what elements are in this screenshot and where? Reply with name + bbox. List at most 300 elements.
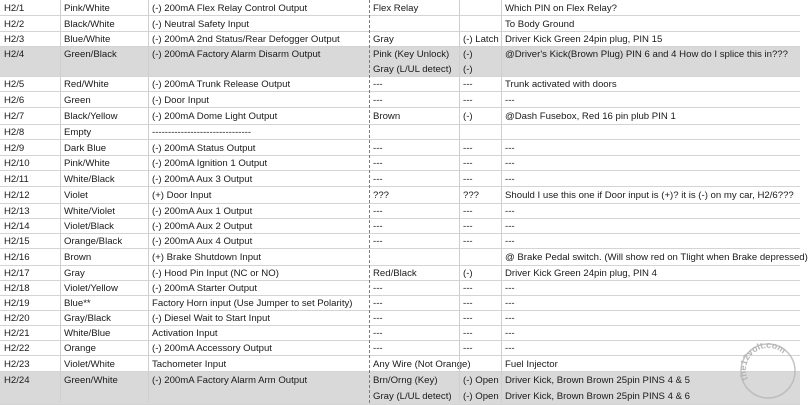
wire-color-cell[interactable] bbox=[60, 372, 148, 404]
column-divider bbox=[148, 0, 149, 403]
cell-text: H2/3 bbox=[4, 34, 25, 45]
vehicle-wire-cell[interactable] bbox=[369, 108, 459, 124]
cell-text: --- bbox=[463, 173, 473, 185]
cell-text: Brown bbox=[64, 252, 92, 263]
cell-text: --- bbox=[463, 298, 473, 309]
cell-text: Black/Yellow bbox=[64, 111, 118, 122]
cell-text: --- bbox=[505, 206, 515, 217]
function-cell[interactable] bbox=[148, 311, 369, 325]
wire-color-cell[interactable] bbox=[60, 219, 148, 233]
function-cell[interactable] bbox=[148, 77, 369, 91]
cell-text: --- bbox=[505, 343, 515, 354]
cell-text: --- bbox=[463, 313, 473, 324]
cell-text: Brown bbox=[373, 111, 401, 122]
notes-cell[interactable] bbox=[501, 204, 800, 218]
table-row[interactable] bbox=[0, 47, 800, 77]
table-row[interactable] bbox=[0, 341, 800, 356]
vehicle-wire-cell[interactable] bbox=[369, 234, 459, 248]
vehicle-wire-cell[interactable] bbox=[369, 140, 459, 155]
cell-text: Gray (L/UL detect) bbox=[373, 391, 452, 403]
cell-text: (-) 200mA Aux 4 Output bbox=[152, 236, 253, 247]
table-row[interactable] bbox=[0, 356, 800, 372]
cell-text: --- bbox=[505, 173, 515, 185]
cell-text: (-) 200mA Ignition 1 Output bbox=[152, 158, 268, 169]
vehicle-wire-cell[interactable] bbox=[369, 156, 459, 170]
cell-text: H2/4 bbox=[4, 49, 25, 60]
cell-text: Orange bbox=[64, 343, 96, 354]
cell-text: --- bbox=[373, 343, 383, 354]
polarity-cell[interactable] bbox=[459, 171, 501, 186]
vehicle-wire-cell[interactable] bbox=[369, 171, 459, 186]
cell-text: H2/19 bbox=[4, 298, 30, 309]
cell-text: H2/18 bbox=[4, 283, 30, 294]
column-divider bbox=[459, 0, 460, 403]
vehicle-wire-cell[interactable] bbox=[369, 311, 459, 325]
pin-cell[interactable] bbox=[0, 0, 60, 15]
cell-text: --- bbox=[373, 221, 383, 232]
polarity-cell[interactable] bbox=[459, 156, 501, 170]
cell-text: H2/22 bbox=[4, 343, 30, 354]
vehicle-wire-cell[interactable] bbox=[369, 372, 459, 404]
polarity-cell[interactable] bbox=[459, 32, 501, 46]
pin-cell[interactable] bbox=[0, 140, 60, 155]
cell-text: --- bbox=[373, 283, 383, 294]
function-cell[interactable] bbox=[148, 234, 369, 248]
cell-text: (-) 200mA Starter Output bbox=[152, 283, 258, 294]
cell-text: (-) 200mA Aux 1 Output bbox=[152, 206, 253, 217]
cell-text: --- bbox=[463, 328, 473, 339]
table-row[interactable] bbox=[0, 171, 800, 187]
polarity-cell[interactable] bbox=[459, 249, 501, 265]
cell-text: (-) Door Input bbox=[152, 94, 210, 106]
pin-cell[interactable] bbox=[0, 326, 60, 340]
notes-cell[interactable] bbox=[501, 16, 800, 31]
polarity-cell[interactable] bbox=[459, 16, 501, 31]
vehicle-wire-cell[interactable] bbox=[369, 92, 459, 107]
wire-color-cell[interactable] bbox=[60, 356, 148, 371]
cell-text: --- bbox=[373, 79, 383, 90]
table-row[interactable] bbox=[0, 311, 800, 326]
wire-color-cell[interactable] bbox=[60, 234, 148, 248]
cell-text: White/Blue bbox=[64, 328, 111, 339]
pin-cell[interactable] bbox=[0, 125, 60, 139]
cell-text: --- bbox=[463, 94, 473, 106]
function-cell[interactable] bbox=[148, 16, 369, 31]
table-row[interactable] bbox=[0, 108, 800, 125]
function-cell[interactable] bbox=[148, 266, 369, 280]
wire-color-cell[interactable] bbox=[60, 156, 148, 170]
cell-text: Dark Blue bbox=[64, 142, 107, 154]
cell-text: --- bbox=[463, 283, 473, 294]
cell-text: --- bbox=[373, 298, 383, 309]
pin-cell[interactable] bbox=[0, 16, 60, 31]
vehicle-wire-cell[interactable] bbox=[369, 356, 471, 371]
cell-text: H2/17 bbox=[4, 268, 30, 279]
cell-text: H2/24 bbox=[4, 374, 30, 386]
cell-text: Blue/White bbox=[64, 34, 111, 45]
vehicle-wire-cell[interactable] bbox=[369, 47, 459, 76]
cell-text: (-) Diesel Wait to Start Input bbox=[152, 313, 271, 324]
table-row[interactable] bbox=[0, 219, 800, 234]
cell-text: --- bbox=[373, 313, 383, 324]
pin-cell[interactable] bbox=[0, 311, 60, 325]
cell-text: (+) Brake Shutdown Input bbox=[152, 252, 262, 263]
cell-text: Driver Kick Green 24pin plug, PIN 15 bbox=[505, 34, 663, 45]
wire-color-cell[interactable] bbox=[60, 296, 148, 310]
wire-color-cell[interactable] bbox=[60, 311, 148, 325]
cell-text: (-) 200mA Dome Light Output bbox=[152, 111, 278, 122]
notes-cell[interactable] bbox=[501, 171, 800, 186]
table-row[interactable] bbox=[0, 156, 800, 171]
cell-text: H2/13 bbox=[4, 206, 30, 217]
cell-text: --- bbox=[463, 79, 473, 90]
vehicle-wire-cell[interactable] bbox=[369, 77, 459, 91]
cell-text: H2/7 bbox=[4, 111, 25, 122]
polarity-cell[interactable] bbox=[459, 326, 501, 340]
function-cell[interactable] bbox=[148, 140, 369, 155]
vehicle-wire-cell[interactable] bbox=[369, 204, 459, 218]
pin-cell[interactable] bbox=[0, 92, 60, 107]
cell-text: --- bbox=[505, 328, 515, 339]
cell-text: (-) bbox=[463, 64, 473, 75]
cell-text: H2/10 bbox=[4, 158, 30, 169]
column-divider bbox=[501, 0, 502, 403]
cell-text: @Dash Fusebox, Red 16 pin plub PIN 1 bbox=[505, 111, 676, 122]
wire-color-cell[interactable] bbox=[60, 16, 148, 31]
wire-color-cell[interactable] bbox=[60, 341, 148, 355]
cell-text: --- bbox=[505, 283, 515, 294]
wire-color-cell[interactable] bbox=[60, 108, 148, 124]
pin-cell[interactable] bbox=[0, 296, 60, 310]
polarity-cell[interactable] bbox=[459, 296, 501, 310]
function-cell[interactable] bbox=[148, 249, 369, 265]
wire-color-cell[interactable] bbox=[60, 0, 148, 15]
cell-text: (-) 200mA Factory Alarm Arm Output bbox=[152, 374, 308, 386]
table-row[interactable] bbox=[0, 372, 800, 405]
svg-text:the12volt.com: the12volt.com bbox=[738, 341, 788, 382]
cell-text: (-) 200mA Aux 3 Output bbox=[152, 173, 253, 185]
wire-color-cell[interactable] bbox=[60, 171, 148, 186]
notes-cell[interactable] bbox=[501, 234, 800, 248]
cell-text: --- bbox=[373, 328, 383, 339]
pin-cell[interactable] bbox=[0, 249, 60, 265]
column-divider bbox=[60, 0, 61, 403]
wire-color-cell[interactable] bbox=[60, 47, 148, 76]
polarity-cell[interactable] bbox=[459, 281, 501, 295]
cell-text: Violet bbox=[64, 190, 88, 201]
function-cell[interactable] bbox=[148, 372, 369, 404]
notes-cell[interactable] bbox=[501, 77, 800, 91]
notes-cell[interactable] bbox=[501, 281, 800, 295]
vehicle-wire-cell[interactable] bbox=[369, 187, 459, 203]
cell-text: (-) bbox=[463, 268, 473, 279]
wire-color-cell[interactable] bbox=[60, 326, 148, 340]
polarity-cell[interactable] bbox=[459, 356, 501, 371]
notes-cell[interactable] bbox=[501, 187, 800, 203]
table-row[interactable] bbox=[0, 266, 800, 281]
pin-cell[interactable] bbox=[0, 156, 60, 170]
function-cell[interactable] bbox=[148, 296, 369, 310]
polarity-cell[interactable] bbox=[459, 204, 501, 218]
table-row[interactable] bbox=[0, 77, 800, 92]
cell-text: --- bbox=[373, 142, 383, 154]
cell-text: H2/21 bbox=[4, 328, 30, 339]
wire-color-cell[interactable] bbox=[60, 32, 148, 46]
function-cell[interactable] bbox=[148, 356, 369, 371]
cell-text: (-) Neutral Safety Input bbox=[152, 18, 250, 30]
cell-text: H2/9 bbox=[4, 142, 25, 154]
polarity-cell[interactable] bbox=[459, 311, 501, 325]
notes-cell[interactable] bbox=[501, 92, 800, 107]
cell-text: H2/11 bbox=[4, 173, 29, 185]
cell-text: Gray/Black bbox=[64, 313, 111, 324]
pin-cell[interactable] bbox=[0, 234, 60, 248]
cell-text: Pink/White bbox=[64, 2, 110, 14]
function-cell[interactable] bbox=[148, 156, 369, 170]
cell-text: (-) 200mA Flex Relay Control Output bbox=[152, 2, 308, 14]
pin-cell[interactable] bbox=[0, 372, 60, 404]
polarity-cell[interactable] bbox=[459, 219, 501, 233]
cell-text: (-) Open bbox=[463, 391, 499, 403]
function-cell[interactable] bbox=[148, 204, 369, 218]
cell-text: Violet/Black bbox=[64, 221, 114, 232]
polarity-cell[interactable] bbox=[459, 140, 501, 155]
cell-text: Empty bbox=[64, 127, 92, 138]
cell-text: Driver Kick, Brown Brown 25pin PINS 4 & 6 bbox=[505, 391, 691, 403]
cell-text: Blue** bbox=[64, 298, 91, 309]
pin-cell[interactable] bbox=[0, 281, 60, 295]
cell-text: (-) bbox=[463, 49, 473, 60]
function-cell[interactable] bbox=[148, 341, 369, 355]
wire-color-cell[interactable] bbox=[60, 266, 148, 280]
wire-color-cell[interactable] bbox=[60, 249, 148, 265]
cell-text: Gray bbox=[64, 268, 85, 279]
function-cell[interactable] bbox=[148, 0, 369, 15]
cell-text: H2/12 bbox=[4, 190, 30, 201]
cell-text: H2/1 bbox=[4, 2, 25, 14]
cell-text: H2/23 bbox=[4, 358, 30, 370]
cell-text: Gray bbox=[373, 34, 394, 45]
notes-cell[interactable] bbox=[501, 32, 800, 46]
cell-text: Violet/Yellow bbox=[64, 283, 118, 294]
cell-text: --- bbox=[463, 142, 473, 154]
notes-cell[interactable] bbox=[501, 249, 808, 265]
cell-text: Activation Input bbox=[152, 328, 218, 339]
notes-cell[interactable] bbox=[501, 311, 800, 325]
wire-color-cell[interactable] bbox=[60, 77, 148, 91]
polarity-cell[interactable] bbox=[459, 372, 501, 404]
pin-cell[interactable] bbox=[0, 341, 60, 355]
table-row[interactable] bbox=[0, 16, 800, 32]
notes-cell[interactable] bbox=[501, 108, 800, 124]
table-row[interactable] bbox=[0, 234, 800, 249]
cell-text: Fuel Injector bbox=[505, 358, 558, 370]
pin-cell[interactable] bbox=[0, 77, 60, 91]
vehicle-wire-cell[interactable] bbox=[369, 125, 459, 139]
cell-text: ------------------------------- bbox=[152, 127, 252, 138]
vehicle-wire-cell[interactable] bbox=[369, 326, 459, 340]
table-row[interactable] bbox=[0, 125, 800, 140]
cell-text: @Driver's Kick(Brown Plug) PIN 6 and 4 How do I splice this in??? bbox=[505, 49, 788, 60]
polarity-cell[interactable] bbox=[459, 266, 501, 280]
pin-cell[interactable] bbox=[0, 32, 60, 46]
cell-text: White/Violet bbox=[64, 206, 116, 217]
vehicle-wire-cell[interactable] bbox=[369, 296, 459, 310]
wire-color-cell[interactable] bbox=[60, 92, 148, 107]
cell-text: --- bbox=[505, 221, 515, 232]
cell-text: H2/14 bbox=[4, 221, 30, 232]
vehicle-wire-cell[interactable] bbox=[369, 0, 459, 15]
wire-color-cell[interactable] bbox=[60, 125, 148, 139]
pin-cell[interactable] bbox=[0, 266, 60, 280]
vehicle-wire-cell[interactable] bbox=[369, 219, 459, 233]
cell-text: Red/Black bbox=[373, 268, 417, 279]
function-cell[interactable] bbox=[148, 108, 369, 124]
function-cell[interactable] bbox=[148, 47, 369, 76]
cell-text: ??? bbox=[373, 190, 390, 201]
cell-text: Black/White bbox=[64, 18, 115, 30]
wire-color-cell[interactable] bbox=[60, 204, 148, 218]
cell-text: (+) Door Input bbox=[152, 190, 212, 201]
function-cell[interactable] bbox=[148, 281, 369, 295]
cell-text: To Body Ground bbox=[505, 18, 575, 30]
notes-cell[interactable] bbox=[501, 47, 800, 76]
pin-cell[interactable] bbox=[0, 204, 60, 218]
cell-text: H2/6 bbox=[4, 94, 25, 106]
cell-text: (-) 200mA Status Output bbox=[152, 142, 256, 154]
cell-text: Flex Relay bbox=[373, 2, 419, 14]
vehicle-wire-cell[interactable] bbox=[369, 281, 459, 295]
cell-text: --- bbox=[463, 221, 473, 232]
cell-text: H2/20 bbox=[4, 313, 30, 324]
cell-text: H2/15 bbox=[4, 236, 30, 247]
cell-text: Gray (L/UL detect) bbox=[373, 64, 452, 75]
vehicle-wire-cell[interactable] bbox=[369, 32, 459, 46]
cell-text: Trunk activated with doors bbox=[505, 79, 617, 90]
function-cell[interactable] bbox=[148, 187, 369, 203]
polarity-cell[interactable] bbox=[459, 125, 501, 139]
cell-text: Pink/White bbox=[64, 158, 110, 169]
table-row[interactable] bbox=[0, 249, 808, 266]
table-row[interactable] bbox=[0, 296, 800, 311]
cell-text: Green/White bbox=[64, 374, 118, 386]
notes-cell[interactable] bbox=[501, 266, 800, 280]
table-row[interactable] bbox=[0, 187, 800, 204]
notes-cell[interactable] bbox=[501, 156, 800, 170]
table-row[interactable] bbox=[0, 140, 800, 156]
notes-cell[interactable] bbox=[501, 219, 800, 233]
table-row[interactable] bbox=[0, 204, 800, 219]
cell-text: (-) 200mA Accessory Output bbox=[152, 343, 272, 354]
column-divider-dashed bbox=[369, 0, 370, 403]
cell-text: Driver Kick Green 24pin plug, PIN 4 bbox=[505, 268, 657, 279]
wire-color-cell[interactable] bbox=[60, 140, 148, 155]
cell-text: ??? bbox=[463, 190, 480, 201]
wire-color-cell[interactable] bbox=[60, 187, 148, 203]
pin-cell[interactable] bbox=[0, 187, 60, 203]
function-cell[interactable] bbox=[148, 219, 369, 233]
cell-text: --- bbox=[505, 298, 515, 309]
pin-cell[interactable] bbox=[0, 47, 60, 76]
pin-cell[interactable] bbox=[0, 356, 60, 371]
table-row[interactable] bbox=[0, 326, 800, 341]
notes-cell[interactable] bbox=[501, 296, 800, 310]
cell-text: H2/2 bbox=[4, 18, 25, 30]
cell-text: H2/16 bbox=[4, 252, 30, 263]
polarity-cell[interactable] bbox=[459, 187, 501, 203]
cell-text: (-) 200mA Trunk Release Output bbox=[152, 79, 291, 90]
cell-text: Pink (Key Unlock) bbox=[373, 49, 450, 60]
cell-text: --- bbox=[373, 158, 383, 169]
cell-text: Should I use this one if Door input is (+)? it is (-) on my car, H2/6??? bbox=[505, 190, 794, 201]
function-cell[interactable] bbox=[148, 32, 369, 46]
notes-cell[interactable] bbox=[501, 0, 800, 15]
cell-text: Brn/Orng (Key) bbox=[373, 374, 438, 386]
table-row[interactable] bbox=[0, 32, 800, 47]
cell-text: Green bbox=[64, 94, 91, 106]
table-row[interactable] bbox=[0, 92, 800, 108]
polarity-cell[interactable] bbox=[459, 0, 501, 15]
vehicle-wire-cell[interactable] bbox=[369, 249, 459, 265]
cell-text: Driver Kick, Brown Brown 25pin PINS 4 & 5 bbox=[505, 374, 691, 386]
cell-text: (-) 200mA 2nd Status/Rear Defogger Output bbox=[152, 34, 340, 45]
polarity-cell[interactable] bbox=[459, 92, 501, 107]
function-cell[interactable] bbox=[148, 326, 369, 340]
function-cell[interactable] bbox=[148, 92, 369, 107]
cell-text: (-) Hood Pin Input (NC or NO) bbox=[152, 268, 279, 279]
cell-text: Red/White bbox=[64, 79, 109, 90]
vehicle-wire-cell[interactable] bbox=[369, 266, 459, 280]
polarity-cell[interactable] bbox=[459, 77, 501, 91]
cell-text: Green/Black bbox=[64, 49, 117, 60]
cell-text: H2/5 bbox=[4, 79, 25, 90]
cell-text: H2/8 bbox=[4, 127, 25, 138]
pin-cell[interactable] bbox=[0, 219, 60, 233]
cell-text: Tachometer Input bbox=[152, 358, 227, 370]
pin-cell[interactable] bbox=[0, 108, 60, 124]
notes-cell[interactable] bbox=[501, 125, 800, 139]
polarity-cell[interactable] bbox=[459, 234, 501, 248]
cell-text: White/Black bbox=[64, 173, 115, 185]
cell-text: (-) 200mA Factory Alarm Disarm Output bbox=[152, 49, 321, 60]
vehicle-wire-cell[interactable] bbox=[369, 341, 459, 355]
cell-text: --- bbox=[373, 94, 383, 106]
cell-text: --- bbox=[463, 206, 473, 217]
cell-text: --- bbox=[505, 313, 515, 324]
notes-cell[interactable] bbox=[501, 140, 800, 155]
function-cell[interactable] bbox=[148, 125, 369, 139]
pin-cell[interactable] bbox=[0, 171, 60, 186]
table-row[interactable] bbox=[0, 0, 800, 16]
polarity-cell[interactable] bbox=[459, 108, 501, 124]
cell-text: (-) Open bbox=[463, 374, 499, 386]
cell-text: --- bbox=[463, 343, 473, 354]
function-cell[interactable] bbox=[148, 171, 369, 186]
polarity-cell[interactable] bbox=[459, 47, 501, 76]
cell-text: --- bbox=[373, 236, 383, 247]
table-row[interactable] bbox=[0, 281, 800, 296]
vehicle-wire-cell[interactable] bbox=[369, 16, 459, 31]
polarity-cell[interactable] bbox=[459, 341, 501, 355]
cell-text: --- bbox=[463, 158, 473, 169]
wire-color-cell[interactable] bbox=[60, 281, 148, 295]
cell-text: (-) 200mA Aux 2 Output bbox=[152, 221, 253, 232]
cell-text: --- bbox=[463, 236, 473, 247]
cell-text: --- bbox=[373, 173, 383, 185]
cell-text: @ Brake Pedal switch. (Will show red on Tlight when Brake depressed) bbox=[505, 252, 808, 263]
cell-text: Factory Horn input (Use Jumper to set Polarity) bbox=[152, 298, 353, 309]
notes-cell[interactable] bbox=[501, 326, 800, 340]
